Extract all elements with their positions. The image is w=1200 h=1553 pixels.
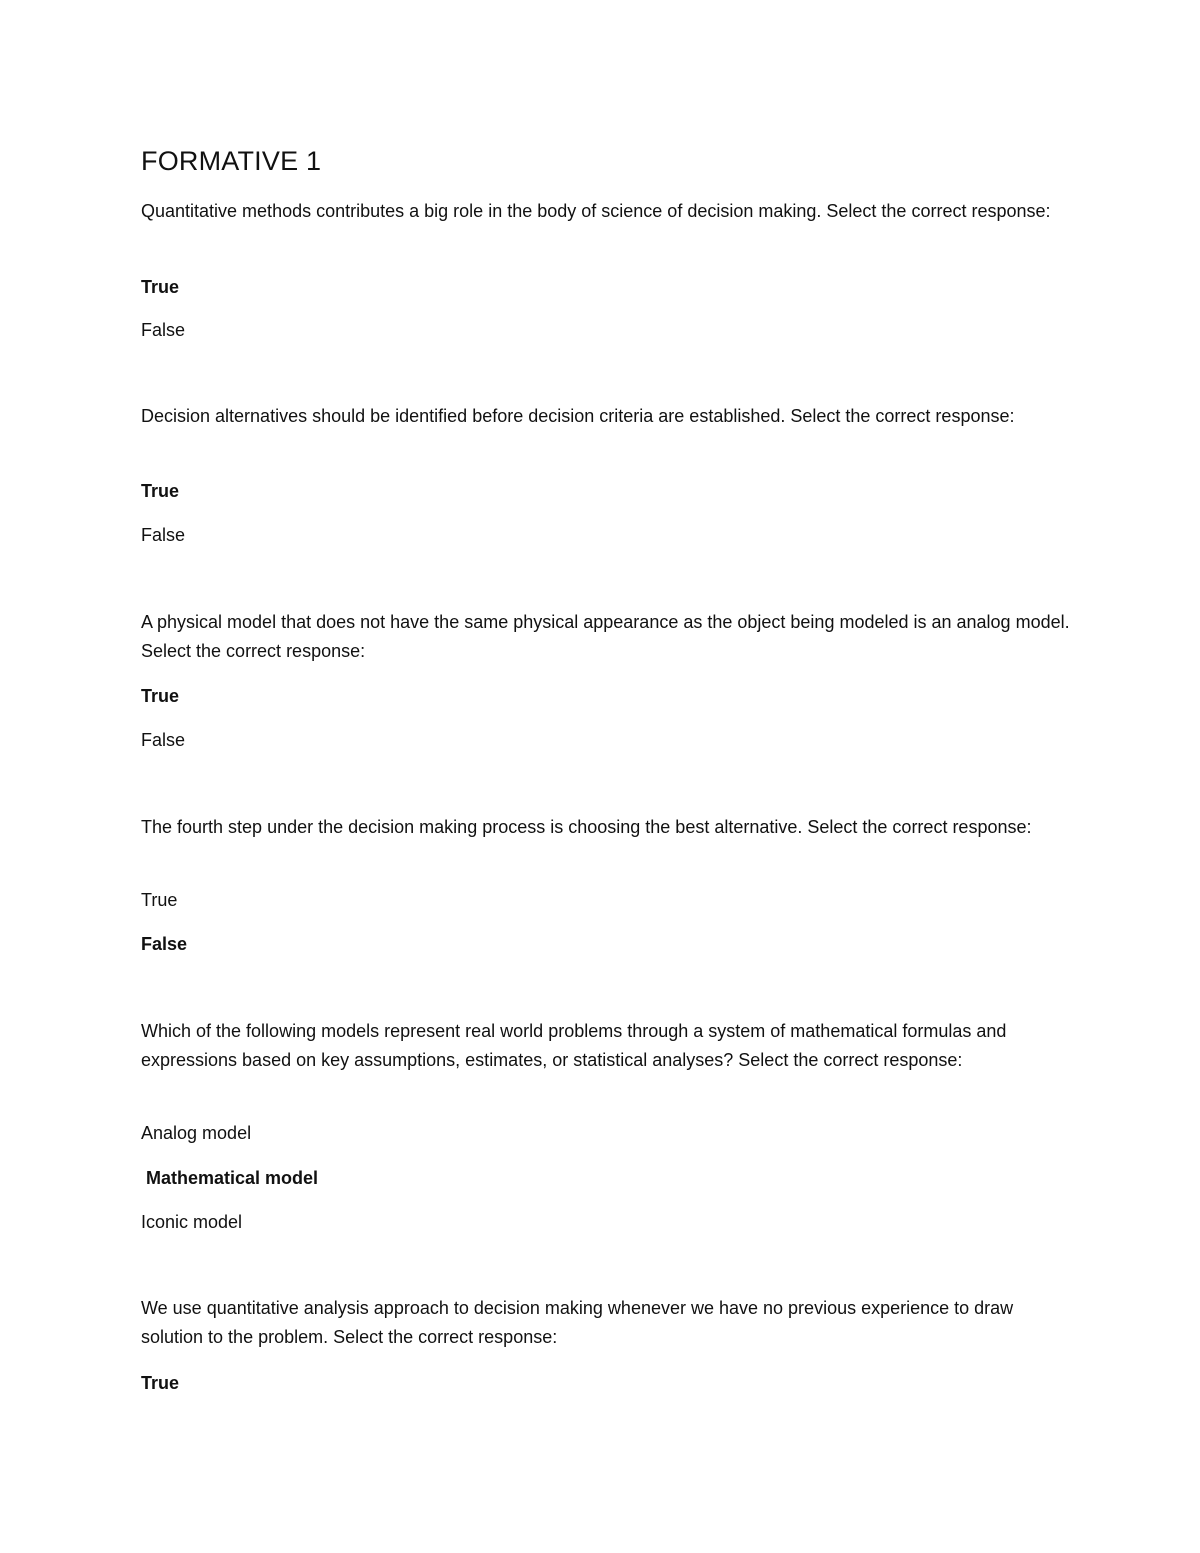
question-2-option-false: False bbox=[141, 525, 186, 545]
question-2-text: Decision alternatives should be identified before decision criteria are established. Select the correct response: bbox=[141, 406, 1015, 426]
question-5-option-analog: Analog model bbox=[141, 1123, 252, 1143]
question-4-text: The fourth step under the decision making process is choosing the best alternative. Select the correct response: bbox=[141, 817, 1032, 837]
question-2-option-true: True bbox=[141, 481, 180, 501]
question-3-option-false: False bbox=[141, 730, 186, 750]
question-5-option-iconic: Iconic model bbox=[141, 1212, 243, 1232]
question-1-option-false: False bbox=[141, 320, 186, 340]
question-4-option-false: False bbox=[141, 934, 188, 954]
question-3-option-true: True bbox=[141, 686, 180, 706]
question-1-option-true: True bbox=[141, 277, 180, 297]
question-5-option-mathematical: Mathematical model bbox=[146, 1168, 319, 1188]
page-title: FORMATIVE 1 bbox=[141, 146, 322, 176]
question-6-option-true: True bbox=[141, 1373, 180, 1393]
question-5-text: Which of the following models represent real world problems through a system of mathematical formulas and expressions based on key assumptions, estimates, or statistical analyses? Select the correct response: bbox=[141, 1021, 1007, 1070]
question-4-option-true: True bbox=[141, 890, 178, 910]
question-3-text: A physical model that does not have the same physical appearance as the object being modeled is an analog model. Select the correct response: bbox=[141, 612, 1070, 661]
question-6-text: We use quantitative analysis approach to decision making whenever we have no previous experience to draw solution to the problem. Select the correct response: bbox=[141, 1298, 1014, 1347]
question-1-text: Quantitative methods contributes a big role in the body of science of decision making. Select the correct response: bbox=[141, 201, 1051, 221]
